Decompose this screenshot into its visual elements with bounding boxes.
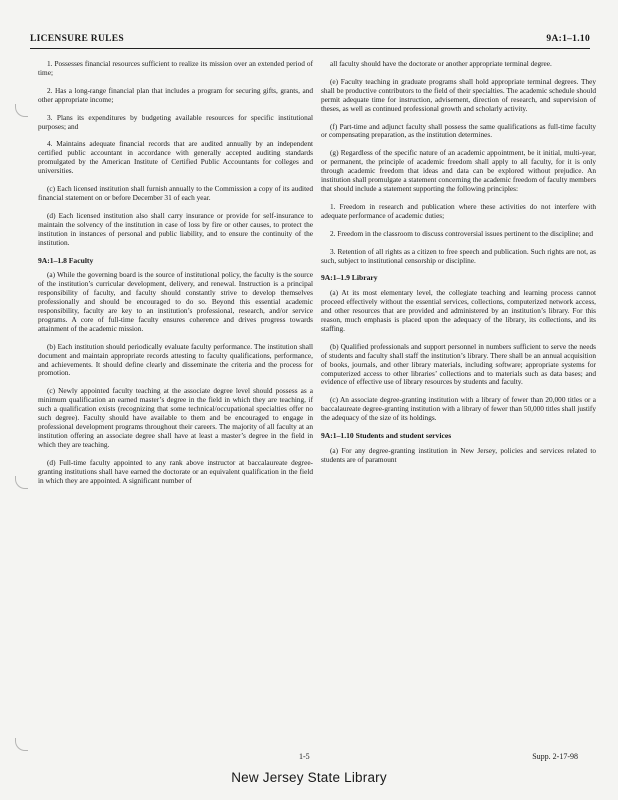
paragraph: (c) Each licensed institution shall furnish annually to the Commission a copy of its audited financial statement on or before December 31 of each year. bbox=[38, 184, 313, 202]
section-heading: 9A:1–1.8 Faculty bbox=[38, 255, 94, 265]
paragraph: (f) Part-time and adjunct faculty shall possess the same qualifications as full-time faculty or compensating preparation, as the institution determines. bbox=[321, 121, 596, 140]
scan-mark bbox=[15, 476, 28, 489]
paragraph: (c) An associate degree-granting institution with a library of fewer than 20,000 titles or a baccalaureate degree-granting institution with a library of fewer than 50,000 titles shall justify the adequacy of the size of its holdings. bbox=[321, 395, 596, 423]
scan-mark bbox=[15, 738, 28, 751]
header-section-title: LICENSURE RULES bbox=[30, 34, 124, 44]
paragraph: 4. Maintains adequate financial records that are audited annually by an independent certified public accountant in accordance with generally accepted auditing standards promulgated by the American Institute of Certified Public Accountants for colleges and universities. bbox=[38, 139, 313, 176]
left-column bbox=[38, 60, 313, 494]
paragraph: 2. Freedom in the classroom to discuss controversial issues pertinent to the discipline; and bbox=[330, 228, 594, 238]
paragraph: (a) While the governing board is the source of institutional policy, the faculty is the source of the institution’s curricular development, delivery, and renewal. Instruction is a principal responsibility of faculty, and faculty should constantly strive to develop themselves professionally and should be encouraged to do so. Beyond this essential academic responsibility, faculty are key to an institution’s professional, research, and/or service programs. A core of full-time faculty ensures coherence and drives progress towards attainment of the academic mission. bbox=[38, 270, 313, 333]
paragraph: (d) Each licensed institution also shall carry insurance or provide for self-insurance to maintain the solvency of the institution in case of loss by fire or other causes, to protect the institution in instances of personal and public liability, and to ensure the continuity of the institution. bbox=[38, 210, 313, 247]
library-stamp: New Jersey State Library bbox=[231, 770, 387, 785]
paragraph: 1. Freedom in research and publication where these activities do not interfere with adequate performance of academic duties; bbox=[321, 201, 596, 220]
header-rule bbox=[30, 48, 590, 49]
paragraph: 1. Possesses financial resources sufficient to realize its mission over an extended period of time; bbox=[38, 59, 313, 77]
paragraph: (b) Qualified professionals and support personnel in numbers sufficient to serve the needs of students and faculty shall staff the institution’s library. There shall be an annual acquisition of books, journals, and other library materials, including software; appropriate systems for computerized access to other libraries’ collections and to materials such as data bases; and evidence of effective use of library resources by students and faculty. bbox=[321, 341, 596, 387]
supplement-date: Supp. 2-17-98 bbox=[532, 752, 578, 761]
paragraph: all faculty should have the doctorate or another appropriate terminal degree. bbox=[330, 59, 552, 68]
paragraph: (b) Each institution should periodically evaluate faculty performance. The institution shall document and maintain appropriate records attesting to faculty qualifications, performance, and achievements. It should define clearly and disseminate the criteria and the process for promotion. bbox=[38, 341, 313, 378]
paragraph: 3. Plans its expenditures by budgeting available resources for specific institutional purposes; and bbox=[38, 112, 313, 131]
paragraph: (a) At its most elementary level, the collegiate teaching and learning process cannot proceed effectively without the essential services, collections, computerized network access, and other resources that are provided and administered by an institution’s library. For this reason, much emphasis is placed upon the adequacy of the library, its collections, and its staffing. bbox=[321, 288, 596, 333]
right-column bbox=[321, 60, 596, 474]
paragraph: (d) Full-time faculty appointed to any rank above instructor at baccalaureate degree-granting institutions shall have earned the doctorate or an equivalent qualification in the field in which they are appointed. A significant number of bbox=[38, 457, 313, 485]
paragraph: (c) Newly appointed faculty teaching at the associate degree level should possess as a minimum qualification an earned master’s degree in the field in which they are teaching, if such a qualification exists (recognizing that some technical/occupational specialties offer no such degree). Faculty should have available to them and be encouraged to engage in professional development programs throughout their careers. The majority of all faculty at an institution offering an associate degree shall have at least a master’s degree in the field in which they are teaching. bbox=[38, 386, 313, 449]
paragraph: 3. Retention of all rights as a citizen to free speech and publication. Such rights are not, as such, subject to institutional censorship or discipline. bbox=[321, 246, 596, 265]
paragraph: (g) Regardless of the specific nature of an academic appointment, be it initial, multi-year, or permanent, the principle of academic freedom shall apply to all faculty, for it is only through academic freedom that ideas and data can be explored without prejudice. An institution shall promulgate a statement concerning the academic freedom of faculty members that should include a statement supporting the following principles: bbox=[321, 148, 596, 193]
section-heading: 9A:1–1.9 Library bbox=[321, 273, 378, 283]
header-section-number: 9A:1–1.10 bbox=[546, 34, 590, 44]
scan-mark bbox=[15, 104, 28, 117]
section-heading: 9A:1–1.10 Students and student services bbox=[321, 431, 452, 441]
paragraph: (e) Faculty teaching in graduate programs shall hold appropriate terminal degrees. They shall be productive contributors to the field of their specialties. The academic schedule should permit adequate time for instruction, advisement, direction of research, and supervision of theses, as well as continued professional growth and scholarly activity. bbox=[321, 76, 596, 113]
paragraph: (a) For any degree-granting institution in New Jersey, policies and services related to students are of paramount bbox=[321, 446, 596, 464]
running-header bbox=[30, 34, 590, 44]
paragraph: 2. Has a long-range financial plan that includes a program for securing gifts, grants, and other appropriate income; bbox=[38, 85, 313, 104]
page-number: 1-5 bbox=[299, 752, 310, 761]
